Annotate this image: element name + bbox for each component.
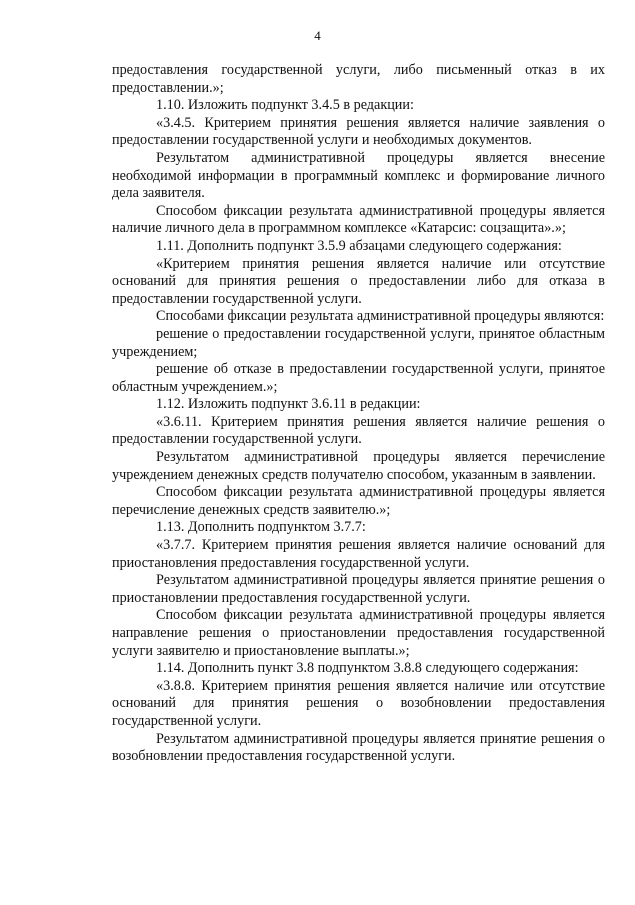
- paragraph: «3.4.5. Критерием принятия решения является наличие заявления о предоставлении государственной услуги и необходимых документов.: [112, 114, 605, 149]
- paragraph: Результатом административной процедуры является перечисление учреждением денежных средств получателю способом, указанным в заявлении.: [112, 449, 605, 483]
- paragraph: Способами фиксации результата административной процедуры являются:: [156, 308, 605, 325]
- paragraph: Способом фиксации результата административной процедуры является наличие личного дела в программном комплексе «Катарсис: соцзащита».»;: [112, 202, 605, 237]
- paragraph: «3.6.11. Критерием принятия решения является наличие решения о предоставлении государственной услуги.: [112, 413, 605, 448]
- paragraph: Способом фиксации результата административной процедуры является направление решения о приостановлении предоставления государственной услуги заявителю и приостановление выплаты.»;: [112, 607, 605, 659]
- paragraph: Результатом административной процедуры является внесение необходимой информации в программный комплекс и формирование личного дела заявителя.: [112, 149, 605, 202]
- document-body: [112, 62, 605, 766]
- paragraph: 1.11. Дополнить подпункт 3.5.9 абзацами следующего содержания:: [156, 237, 562, 254]
- paragraph: «3.8.8. Критерием принятия решения является наличие или отсутствие оснований для принятия решения о возобновлении предоставления государственной услуги.: [112, 677, 605, 729]
- paragraph: 1.14. Дополнить пункт 3.8 подпунктом 3.8.8 следующего содержания:: [156, 660, 579, 677]
- paragraph: решение о предоставлении государственной услуги, принятое областным учреждением;: [112, 325, 605, 360]
- paragraph: Результатом административной процедуры является принятие решения о приостановлении предоставления государственной услуги.: [112, 572, 605, 606]
- paragraph: предоставления государственной услуги, либо письменный отказ в их предоставлении.»;: [112, 62, 605, 96]
- paragraph: «Критерием принятия решения является наличие или отсутствие оснований для принятия решения о предоставлении либо для отказа в предоставлении государственной услуги.: [112, 255, 605, 307]
- paragraph: 1.12. Изложить подпункт 3.6.11 в редакции:: [156, 396, 421, 413]
- paragraph: 1.13. Дополнить подпунктом 3.7.7:: [156, 519, 366, 536]
- page-number: 4: [314, 28, 321, 43]
- paragraph: 1.10. Изложить подпункт 3.4.5 в редакции:: [156, 97, 414, 114]
- paragraph: Результатом административной процедуры является принятие решения о возобновлении предоставления государственной услуги.: [112, 730, 605, 765]
- paragraph: решение об отказе в предоставлении государственной услуги, принятое областным учреждением.»;: [112, 361, 605, 395]
- paragraph: Способом фиксации результата административной процедуры является перечисление денежных средств заявителю.»;: [112, 484, 605, 518]
- paragraph: «3.7.7. Критерием принятия решения является наличие оснований для приостановления предоставления государственной услуги.: [112, 537, 605, 571]
